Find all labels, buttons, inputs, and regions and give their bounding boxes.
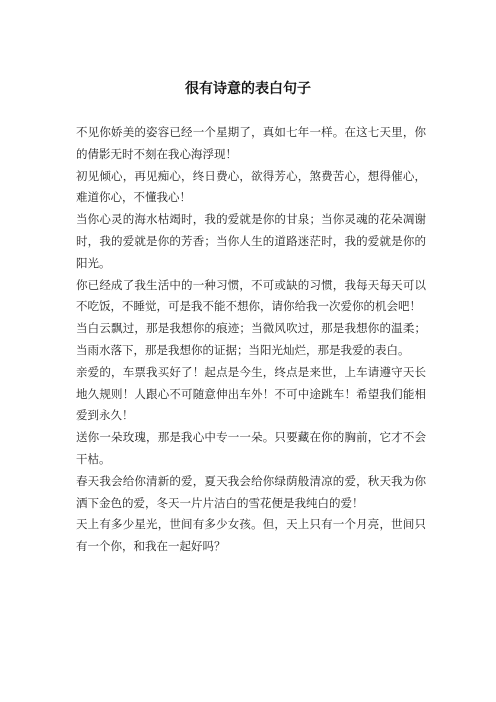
paragraph: 送你一朵玫瑰，那是我心中专一一朵。只要藏在你的胸前，它才不会干枯。 [76, 430, 426, 466]
paragraph: 春天我会给你清新的爱，夏天我会给你绿荫般清凉的爱，秋天我为你洒下金色的爱，冬天一片片洁白的雪花便是我纯白的爱！ [76, 473, 426, 510]
document-body [76, 122, 426, 558]
paragraph: 天上有多少星光，世间有多少女孩。但，天上只有一个月亮，世间只有一个你，和我在一起好吗？ [76, 517, 426, 554]
paragraph: 当白云飘过，那是我想你的痕迹；当微风吹过，那是我想你的温柔；当雨水落下，那是我想你的证据；当阳光灿烂，那是我爱的表白。 [76, 321, 426, 357]
document-title: 很有诗意的表白句子 [185, 81, 311, 97]
paragraph: 你已经成了我生活中的一种习惯，不可或缺的习惯，我每天每天可以不吃饭，不睡觉，可是我不能不想你，请你给我一次爱你的机会吧！ [76, 277, 426, 314]
paragraph: 不见你娇美的姿容已经一个星期了，真如七年一样。在这七天里，你的倩影无时不刻在我心海浮现！ [76, 125, 426, 161]
paragraph: 初见倾心，再见痴心，终日费心，欲得芳心，煞费苦心，想得催心，难道你心，不懂我心！ [76, 168, 426, 205]
paragraph: 当你心灵的海水枯竭时，我的爱就是你的甘泉；当你灵魂的花朵凋谢时，我的爱就是你的芳香；当你人生的道路迷茫时，我的爱就是你的阳光。 [76, 212, 426, 270]
paragraph: 亲爱的，车票我买好了！起点是今生，终点是来世，上车请遵守天长地久规则！人跟心不可随意伸出车外！不可中途跳车！希望我们能相爱到永久！ [76, 364, 426, 423]
